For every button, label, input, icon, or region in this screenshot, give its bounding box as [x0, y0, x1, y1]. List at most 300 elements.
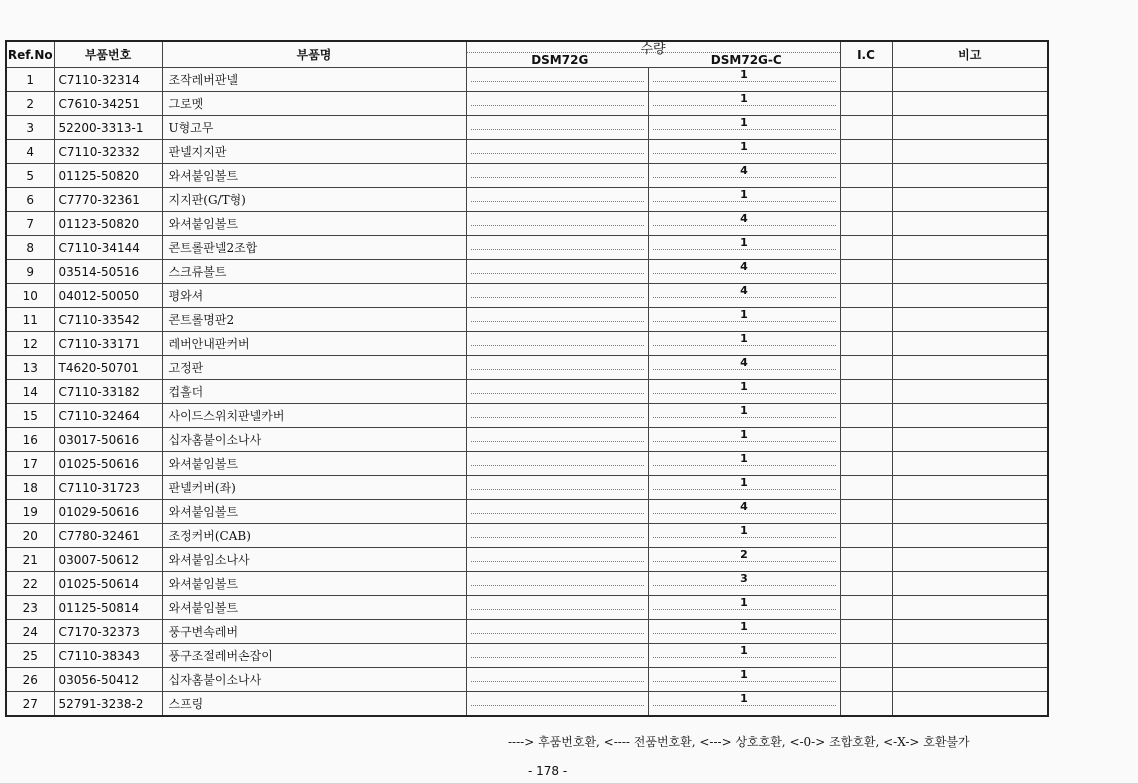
- table-row: [6, 548, 1048, 572]
- cell-qty-dsm72g: [466, 236, 648, 260]
- cell-ref-no: 14: [6, 380, 54, 404]
- dotted-guide-line: [653, 273, 836, 274]
- cell-ref-no: 23: [6, 596, 54, 620]
- cell-ref-no: 5: [6, 164, 54, 188]
- header-model-dsm72g: DSM72G: [531, 53, 589, 67]
- dotted-guide-line: [471, 393, 644, 394]
- cell-ref-no: 10: [6, 284, 54, 308]
- table-row: [6, 140, 1048, 164]
- table-row: [6, 284, 1048, 308]
- dotted-guide-line: [653, 105, 836, 106]
- cell-qty-dsm72g: [466, 524, 648, 548]
- table-row: [6, 644, 1048, 668]
- cell-qty-dsm72g-c: [648, 92, 840, 116]
- header-remarks: 비고: [892, 41, 1048, 68]
- cell-part-name: 고정판: [162, 356, 466, 380]
- dotted-guide-line: [653, 153, 836, 154]
- cell-qty-dsm72g: [466, 380, 648, 404]
- qty-value: 1: [740, 452, 748, 465]
- cell-qty-dsm72g: [466, 332, 648, 356]
- dotted-guide-line: [653, 609, 836, 610]
- cell-qty-dsm72g: [466, 668, 648, 692]
- cell-qty-dsm72g: [466, 308, 648, 332]
- header-models: [467, 52, 840, 67]
- cell-part-name: 판넬커버(좌): [162, 476, 466, 500]
- qty-value: 1: [740, 68, 748, 81]
- cell-part-name: 사이드스위치판넬카버: [162, 404, 466, 428]
- qty-value: 4: [740, 212, 748, 225]
- cell-part-no: C7770-32361: [54, 188, 162, 212]
- dotted-guide-line: [471, 657, 644, 658]
- cell-part-no: 01123-50820: [54, 212, 162, 236]
- table-row: [6, 68, 1048, 92]
- cell-qty-dsm72g: [466, 212, 648, 236]
- cell-part-no: 03017-50616: [54, 428, 162, 452]
- qty-value: 2: [740, 548, 748, 561]
- dotted-guide-line: [471, 177, 644, 178]
- qty-value: 1: [740, 692, 748, 705]
- cell-qty-dsm72g: [466, 140, 648, 164]
- cell-part-no: C7110-33542: [54, 308, 162, 332]
- cell-ic: [840, 380, 892, 404]
- qty-value: 1: [740, 476, 748, 489]
- cell-ref-no: 12: [6, 332, 54, 356]
- dotted-guide-line: [471, 417, 644, 418]
- cell-ic: [840, 452, 892, 476]
- cell-ic: [840, 476, 892, 500]
- dotted-guide-line: [471, 273, 644, 274]
- cell-part-no: C7610-34251: [54, 92, 162, 116]
- cell-remarks: [892, 524, 1048, 548]
- dotted-guide-line: [653, 369, 836, 370]
- dotted-guide-line: [471, 129, 644, 130]
- table-row: [6, 164, 1048, 188]
- cell-qty-dsm72g-c: [648, 596, 840, 620]
- cell-qty-dsm72g: [466, 356, 648, 380]
- cell-ic: [840, 164, 892, 188]
- cell-remarks: [892, 548, 1048, 572]
- cell-qty-dsm72g: [466, 164, 648, 188]
- cell-remarks: [892, 284, 1048, 308]
- cell-remarks: [892, 644, 1048, 668]
- cell-part-no: 03056-50412: [54, 668, 162, 692]
- cell-part-no: 03514-50516: [54, 260, 162, 284]
- qty-value: 1: [740, 308, 748, 321]
- cell-part-no: 03007-50612: [54, 548, 162, 572]
- cell-ic: [840, 356, 892, 380]
- dotted-guide-line: [653, 225, 836, 226]
- table-row: [6, 332, 1048, 356]
- qty-value: 1: [740, 236, 748, 249]
- cell-part-name: 스프링: [162, 692, 466, 717]
- cell-qty-dsm72g-c: [648, 140, 840, 164]
- cell-remarks: [892, 668, 1048, 692]
- dotted-guide-line: [471, 249, 644, 250]
- table-row: [6, 260, 1048, 284]
- cell-ic: [840, 524, 892, 548]
- cell-remarks: [892, 572, 1048, 596]
- cell-part-name: 와셔붙임소나사: [162, 548, 466, 572]
- table-row: [6, 116, 1048, 140]
- cell-remarks: [892, 620, 1048, 644]
- cell-qty-dsm72g: [466, 644, 648, 668]
- qty-value: 1: [740, 620, 748, 633]
- dotted-guide-line: [653, 489, 836, 490]
- cell-part-no: 01029-50616: [54, 500, 162, 524]
- cell-ref-no: 18: [6, 476, 54, 500]
- cell-part-name: 스크류볼트: [162, 260, 466, 284]
- header-part-name: 부품명: [162, 41, 466, 68]
- cell-part-name: 와셔붙임볼트: [162, 500, 466, 524]
- dotted-guide-line: [471, 105, 644, 106]
- table-row: [6, 476, 1048, 500]
- cell-part-name: 와셔붙임볼트: [162, 164, 466, 188]
- cell-ic: [840, 620, 892, 644]
- dotted-guide-line: [653, 201, 836, 202]
- qty-value: 1: [740, 668, 748, 681]
- dotted-guide-line: [653, 297, 836, 298]
- header-ic: I.C: [840, 41, 892, 68]
- cell-qty-dsm72g-c: [648, 308, 840, 332]
- cell-part-no: C7110-32314: [54, 68, 162, 92]
- cell-qty-dsm72g-c: [648, 548, 840, 572]
- cell-ic: [840, 116, 892, 140]
- cell-qty-dsm72g-c: [648, 68, 840, 92]
- cell-part-name: 조정커버(CAB): [162, 524, 466, 548]
- cell-remarks: [892, 476, 1048, 500]
- cell-ic: [840, 260, 892, 284]
- table-row: [6, 692, 1048, 717]
- dotted-guide-line: [471, 297, 644, 298]
- cell-qty-dsm72g: [466, 284, 648, 308]
- cell-ic: [840, 236, 892, 260]
- cell-qty-dsm72g-c: [648, 476, 840, 500]
- qty-value: 1: [740, 332, 748, 345]
- cell-remarks: [892, 428, 1048, 452]
- table-header: [6, 41, 1048, 68]
- dotted-guide-line: [471, 705, 644, 706]
- cell-ic: [840, 668, 892, 692]
- cell-ic: [840, 596, 892, 620]
- cell-remarks: [892, 140, 1048, 164]
- cell-qty-dsm72g: [466, 68, 648, 92]
- cell-part-no: C7170-32373: [54, 620, 162, 644]
- cell-qty-dsm72g-c: [648, 644, 840, 668]
- header-model-dsm72g-c: DSM72G-C: [710, 53, 782, 67]
- dotted-guide-line: [471, 369, 644, 370]
- cell-ref-no: 9: [6, 260, 54, 284]
- cell-ref-no: 11: [6, 308, 54, 332]
- cell-remarks: [892, 404, 1048, 428]
- cell-qty-dsm72g: [466, 548, 648, 572]
- qty-value: 1: [740, 188, 748, 201]
- dotted-guide-line: [471, 537, 644, 538]
- table-row: [6, 428, 1048, 452]
- cell-remarks: [892, 596, 1048, 620]
- dotted-guide-line: [653, 633, 836, 634]
- dotted-guide-line: [471, 585, 644, 586]
- cell-part-name: 지지판(G/T형): [162, 188, 466, 212]
- cell-part-name: 컵홀더: [162, 380, 466, 404]
- header-ref-no: Ref.No: [6, 41, 54, 68]
- dotted-guide-line: [653, 561, 836, 562]
- cell-ref-no: 21: [6, 548, 54, 572]
- dotted-guide-line: [471, 681, 644, 682]
- table-row: [6, 188, 1048, 212]
- cell-ic: [840, 404, 892, 428]
- cell-remarks: [892, 332, 1048, 356]
- cell-part-name: 콘트롤명판2: [162, 308, 466, 332]
- cell-part-name: 콘트롤판넬2조합: [162, 236, 466, 260]
- cell-ref-no: 2: [6, 92, 54, 116]
- cell-ic: [840, 284, 892, 308]
- cell-remarks: [892, 188, 1048, 212]
- cell-ref-no: 6: [6, 188, 54, 212]
- cell-part-name: U형고무: [162, 116, 466, 140]
- cell-qty-dsm72g: [466, 404, 648, 428]
- cell-qty-dsm72g-c: [648, 332, 840, 356]
- table-row: [6, 212, 1048, 236]
- cell-qty-dsm72g: [466, 452, 648, 476]
- dotted-guide-line: [471, 321, 644, 322]
- cell-ref-no: 15: [6, 404, 54, 428]
- cell-ic: [840, 308, 892, 332]
- cell-remarks: [892, 308, 1048, 332]
- table-row: [6, 92, 1048, 116]
- cell-ic: [840, 692, 892, 717]
- cell-ic: [840, 548, 892, 572]
- table-row: [6, 308, 1048, 332]
- qty-value: 1: [740, 92, 748, 105]
- cell-ref-no: 3: [6, 116, 54, 140]
- table-row: [6, 452, 1048, 476]
- cell-remarks: [892, 380, 1048, 404]
- dotted-guide-line: [653, 537, 836, 538]
- cell-qty-dsm72g-c: [648, 236, 840, 260]
- dotted-guide-line: [653, 585, 836, 586]
- cell-part-name: 그로멧: [162, 92, 466, 116]
- dotted-guide-line: [653, 417, 836, 418]
- qty-value: 4: [740, 164, 748, 177]
- cell-part-no: C7110-31723: [54, 476, 162, 500]
- cell-remarks: [892, 260, 1048, 284]
- cell-remarks: [892, 92, 1048, 116]
- cell-qty-dsm72g: [466, 116, 648, 140]
- cell-part-name: 조작레버판넬: [162, 68, 466, 92]
- cell-ic: [840, 188, 892, 212]
- cell-remarks: [892, 212, 1048, 236]
- cell-ic: [840, 92, 892, 116]
- cell-qty-dsm72g: [466, 596, 648, 620]
- cell-part-no: 01025-50614: [54, 572, 162, 596]
- qty-value: 1: [740, 380, 748, 393]
- dotted-guide-line: [653, 345, 836, 346]
- qty-value: 4: [740, 500, 748, 513]
- cell-qty-dsm72g-c: [648, 524, 840, 548]
- cell-qty-dsm72g-c: [648, 212, 840, 236]
- cell-part-no: 01125-50814: [54, 596, 162, 620]
- cell-part-name: 판넬지지판: [162, 140, 466, 164]
- table-row: [6, 620, 1048, 644]
- cell-ic: [840, 332, 892, 356]
- qty-value: 1: [740, 116, 748, 129]
- dotted-guide-line: [653, 249, 836, 250]
- dotted-guide-line: [653, 321, 836, 322]
- cell-part-name: 풍구변속레버: [162, 620, 466, 644]
- cell-remarks: [892, 116, 1048, 140]
- cell-remarks: [892, 164, 1048, 188]
- cell-remarks: [892, 692, 1048, 717]
- cell-part-no: 04012-50050: [54, 284, 162, 308]
- dotted-guide-line: [471, 201, 644, 202]
- qty-value: 4: [740, 284, 748, 297]
- cell-qty-dsm72g-c: [648, 668, 840, 692]
- cell-qty-dsm72g-c: [648, 188, 840, 212]
- cell-qty-dsm72g-c: [648, 692, 840, 717]
- cell-ic: [840, 68, 892, 92]
- dotted-guide-line: [653, 393, 836, 394]
- cell-ic: [840, 500, 892, 524]
- cell-ref-no: 22: [6, 572, 54, 596]
- cell-ic: [840, 644, 892, 668]
- cell-ref-no: 16: [6, 428, 54, 452]
- qty-value: 1: [740, 140, 748, 153]
- cell-part-name: 십자홈붙이소나사: [162, 428, 466, 452]
- dotted-guide-line: [471, 465, 644, 466]
- header-qty-title: 수량: [640, 42, 666, 57]
- parts-table: [5, 40, 1049, 717]
- qty-value: 3: [740, 572, 748, 585]
- cell-ic: [840, 428, 892, 452]
- cell-part-name: 십자홈붙이소나사: [162, 668, 466, 692]
- dotted-guide-line: [471, 441, 644, 442]
- cell-ic: [840, 572, 892, 596]
- cell-ref-no: 25: [6, 644, 54, 668]
- qty-value: 1: [740, 596, 748, 609]
- cell-part-no: C7110-38343: [54, 644, 162, 668]
- cell-ref-no: 7: [6, 212, 54, 236]
- cell-qty-dsm72g: [466, 692, 648, 717]
- cell-qty-dsm72g-c: [648, 380, 840, 404]
- cell-qty-dsm72g-c: [648, 356, 840, 380]
- dotted-guide-line: [653, 465, 836, 466]
- table-row: [6, 572, 1048, 596]
- cell-part-name: 와셔붙임볼트: [162, 572, 466, 596]
- table-row: [6, 596, 1048, 620]
- cell-qty-dsm72g: [466, 260, 648, 284]
- cell-part-no: C7110-33182: [54, 380, 162, 404]
- cell-qty-dsm72g-c: [648, 500, 840, 524]
- qty-value: 1: [740, 404, 748, 417]
- table-row: [6, 500, 1048, 524]
- cell-part-no: C7780-32461: [54, 524, 162, 548]
- dotted-guide-line: [471, 489, 644, 490]
- cell-qty-dsm72g: [466, 188, 648, 212]
- interchangeability-legend: ----> 후품번호환, <---- 전품번호환, <---> 상호호환, <-0-> 조합호환, <-X-> 호환불가: [508, 735, 970, 749]
- cell-ref-no: 1: [6, 68, 54, 92]
- cell-qty-dsm72g-c: [648, 116, 840, 140]
- cell-remarks: [892, 452, 1048, 476]
- dotted-guide-line: [471, 153, 644, 154]
- qty-value: 1: [740, 524, 748, 537]
- table-row: [6, 404, 1048, 428]
- cell-part-no: C7110-33171: [54, 332, 162, 356]
- dotted-guide-line: [471, 225, 644, 226]
- dotted-guide-line: [653, 129, 836, 130]
- cell-part-name: 레버안내판커버: [162, 332, 466, 356]
- cell-part-name: 와셔붙임볼트: [162, 596, 466, 620]
- cell-ic: [840, 140, 892, 164]
- cell-qty-dsm72g: [466, 428, 648, 452]
- cell-qty-dsm72g-c: [648, 428, 840, 452]
- cell-qty-dsm72g-c: [648, 572, 840, 596]
- dotted-guide-line: [471, 561, 644, 562]
- cell-part-no: T4620-50701: [54, 356, 162, 380]
- table-body: [6, 68, 1048, 717]
- qty-value: 1: [740, 644, 748, 657]
- qty-value: 1: [740, 428, 748, 441]
- cell-qty-dsm72g-c: [648, 164, 840, 188]
- cell-ic: [840, 212, 892, 236]
- header-quantity: [466, 41, 840, 68]
- cell-remarks: [892, 356, 1048, 380]
- cell-remarks: [892, 236, 1048, 260]
- cell-qty-dsm72g-c: [648, 284, 840, 308]
- table-row: [6, 380, 1048, 404]
- dotted-guide-line: [653, 705, 836, 706]
- dotted-guide-line: [471, 633, 644, 634]
- cell-qty-dsm72g: [466, 500, 648, 524]
- cell-part-name: 와셔붙임볼트: [162, 452, 466, 476]
- dotted-guide-line: [471, 609, 644, 610]
- cell-remarks: [892, 68, 1048, 92]
- cell-part-no: 01025-50616: [54, 452, 162, 476]
- dotted-guide-line: [471, 345, 644, 346]
- cell-remarks: [892, 500, 1048, 524]
- table-row: [6, 668, 1048, 692]
- dotted-guide-line: [471, 513, 644, 514]
- dotted-guide-line: [653, 177, 836, 178]
- cell-qty-dsm72g: [466, 92, 648, 116]
- cell-part-no: 52791-3238-2: [54, 692, 162, 717]
- qty-value: 4: [740, 260, 748, 273]
- cell-ref-no: 13: [6, 356, 54, 380]
- qty-value: 4: [740, 356, 748, 369]
- table-row: [6, 356, 1048, 380]
- cell-ref-no: 27: [6, 692, 54, 717]
- cell-ref-no: 8: [6, 236, 54, 260]
- cell-qty-dsm72g-c: [648, 452, 840, 476]
- dotted-guide-line: [653, 81, 836, 82]
- cell-qty-dsm72g: [466, 476, 648, 500]
- cell-part-name: 평와셔: [162, 284, 466, 308]
- cell-part-no: C7110-34144: [54, 236, 162, 260]
- cell-part-no: 01125-50820: [54, 164, 162, 188]
- cell-part-no: C7110-32464: [54, 404, 162, 428]
- cell-part-no: C7110-32332: [54, 140, 162, 164]
- cell-qty-dsm72g: [466, 620, 648, 644]
- table-row: [6, 236, 1048, 260]
- cell-qty-dsm72g-c: [648, 404, 840, 428]
- page-number: - 178 -: [528, 764, 568, 778]
- cell-ref-no: 26: [6, 668, 54, 692]
- cell-part-name: 와셔붙임볼트: [162, 212, 466, 236]
- header-part-no: 부품번호: [54, 41, 162, 68]
- cell-qty-dsm72g-c: [648, 260, 840, 284]
- cell-ref-no: 20: [6, 524, 54, 548]
- cell-ref-no: 24: [6, 620, 54, 644]
- dotted-guide-line: [653, 681, 836, 682]
